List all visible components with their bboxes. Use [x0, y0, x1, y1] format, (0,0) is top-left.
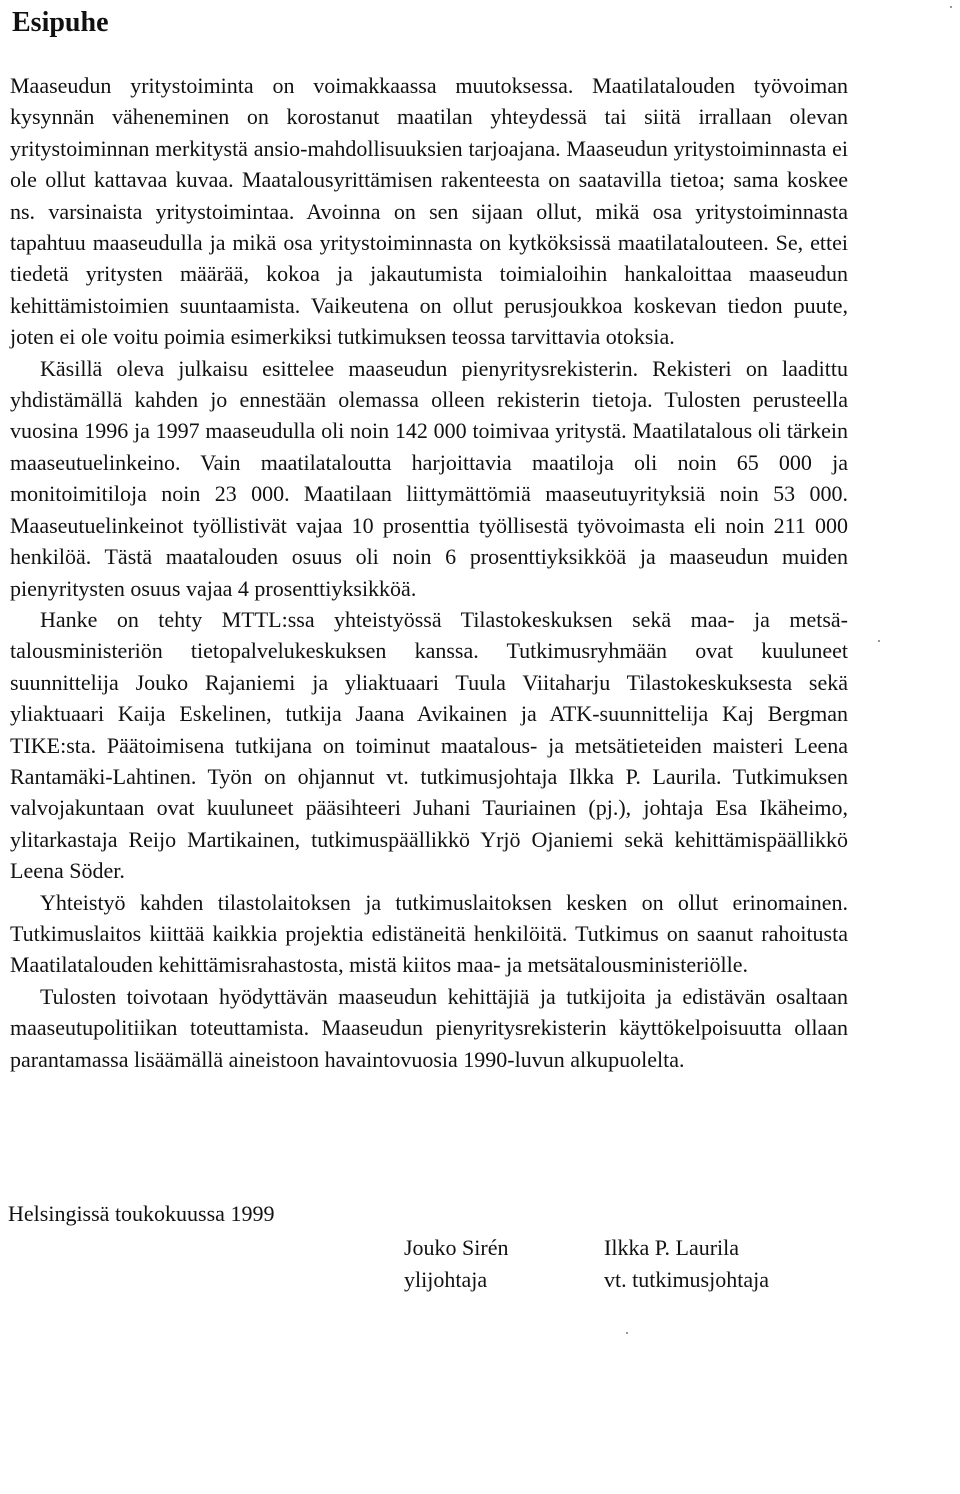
paragraph-4: Yhteistyö kahden tilastolaitoksen ja tutkimuslaitoksen kesken on ollut erinomainen. Tutkimuslaitos kiittää kaikkia projektia edistäneitä henkilöitä. Tutkimus on saanut rahoitusta Maatilatalouden kehittämisrahastosta, mistä kiitos maa- ja metsätalousministeriölle. — [10, 889, 848, 978]
signatory-name: Ilkka P. Laurila — [604, 1235, 740, 1260]
signature-block-1 — [404, 1233, 509, 1295]
signatory-name: Jouko Sirén — [404, 1235, 509, 1260]
scan-speck — [878, 640, 880, 642]
paragraph-3: Hanke on tehty MTTL:ssa yhteistyössä Tilastokeskuksen sekä maa- ja metsätalousministeriön tietopalvelukeskuksen kanssa. Tutkimusryhmään ovat kuuluneet suunnittelija Jouko Rajaniemi ja yliaktuaari Tuula Viitaharju Tilastokeskuksesta sekä yliaktuaari Kaija Eskelinen, tutkija Jaana Avikainen ja ATK-suunnittelija Kaj Bergman TIKE:sta. Päätoimisena tutkijana on toiminut maatalous- ja metsätieteiden maisteri Leena Rantamäki-Lahtinen. Työn on ohjannut vt. tutkimusjohtaja Ilkka P. Laurila. Tutkimuksen valvojakuntaan ovat kuuluneet pääsihteeri Juhani Tauriainen (pj.), johtaja Esa Ikäheimo, ylitarkastaja Reijo Martikainen, tutkimuspäällikkö Yrjö Ojaniemi sekä kehittämispäällikkö Leena Söder. — [10, 606, 848, 884]
preface-body — [10, 70, 848, 1075]
paragraph-5: Tulosten toivotaan hyödyttävän maaseudun kehittäjiä ja tutkijoita ja edistävän osaltaan maaseutupolitiikan toteuttamista. Maaseudun pienyritysrekisterin käyttökelpoisuutta ollaan parantamassa lisäämällä aineistoon havaintovuosia 1990-luvun alkupuolelta. — [10, 983, 848, 1072]
paragraph-1: Maaseudun yritystoiminta on voimakkaassa muutoksessa. Maatilatalouden työvoiman kysynnän väheneminen on korostanut maatilan yhteydessä tai siitä irrallaan olevan yritystoiminnan merkitystä ansio-mahdollisuuksien tarjoajana. Maaseudun yritystoiminnasta ei ole ollut kattavaa kuvaa. Maatalousyrittämisen rakenteesta on saatavilla tietoa; sama koskee ns. varsinaista yritystoimintaa. Avoinna on sen sijaan ollut, mikä osa yritystoiminnasta tapahtuu maaseudulla ja mikä osa yritystoiminnasta on kytköksissä maatilatalouteen. Se, ettei tiedetä yritysten määrää, kokoa ja jakautumista toimialoihin hankaloittaa maaseudun kehittämistoimien suuntaamista. Vaikeutena on ollut perusjoukkoa koskevan tiedon puute, joten ei ole voitu poimia esimerkiksi tutkimuksen teossa tarvittavia otoksia. — [10, 73, 848, 350]
signatory-title: vt. tutkimusjohtaja — [604, 1267, 769, 1292]
signature-block-2 — [604, 1233, 769, 1295]
signatory-title: ylijohtaja — [404, 1267, 488, 1292]
scan-speck — [950, 6, 952, 8]
place-and-date: Helsingissä toukokuussa 1999 — [8, 1201, 275, 1226]
page-title: Esipuhe — [12, 7, 109, 38]
scan-speck — [626, 1332, 628, 1334]
paragraph-2: Käsillä oleva julkaisu esittelee maaseudun pienyritysrekisterin. Rekisteri on laadittu yhdistämällä kahden jo ennestään olemassa olleen rekisterin tietoja. Tulosten perusteella vuosina 1996 ja 1997 maaseudulla oli noin 142 000 toimivaa yritystä. Maatilatalous oli tärkein maaseutuelinkeino. Vain maatilataloutta harjoittavia maatiloja oli noin 65 000 ja monitoimitiloja noin 23 000. Maatilaan liittymättömiä maaseutuyrityksiä noin 53 000. Maaseutuelinkeinot työllistivät vajaa 10 prosenttia työllisestä työvoimasta eli noin 211 000 henkilöä. Tästä maatalouden osuus oli noin 6 prosenttiyksikköä ja maaseudun muiden pienyritysten osuus vajaa 4 prosenttiyksikköä. — [10, 355, 848, 601]
